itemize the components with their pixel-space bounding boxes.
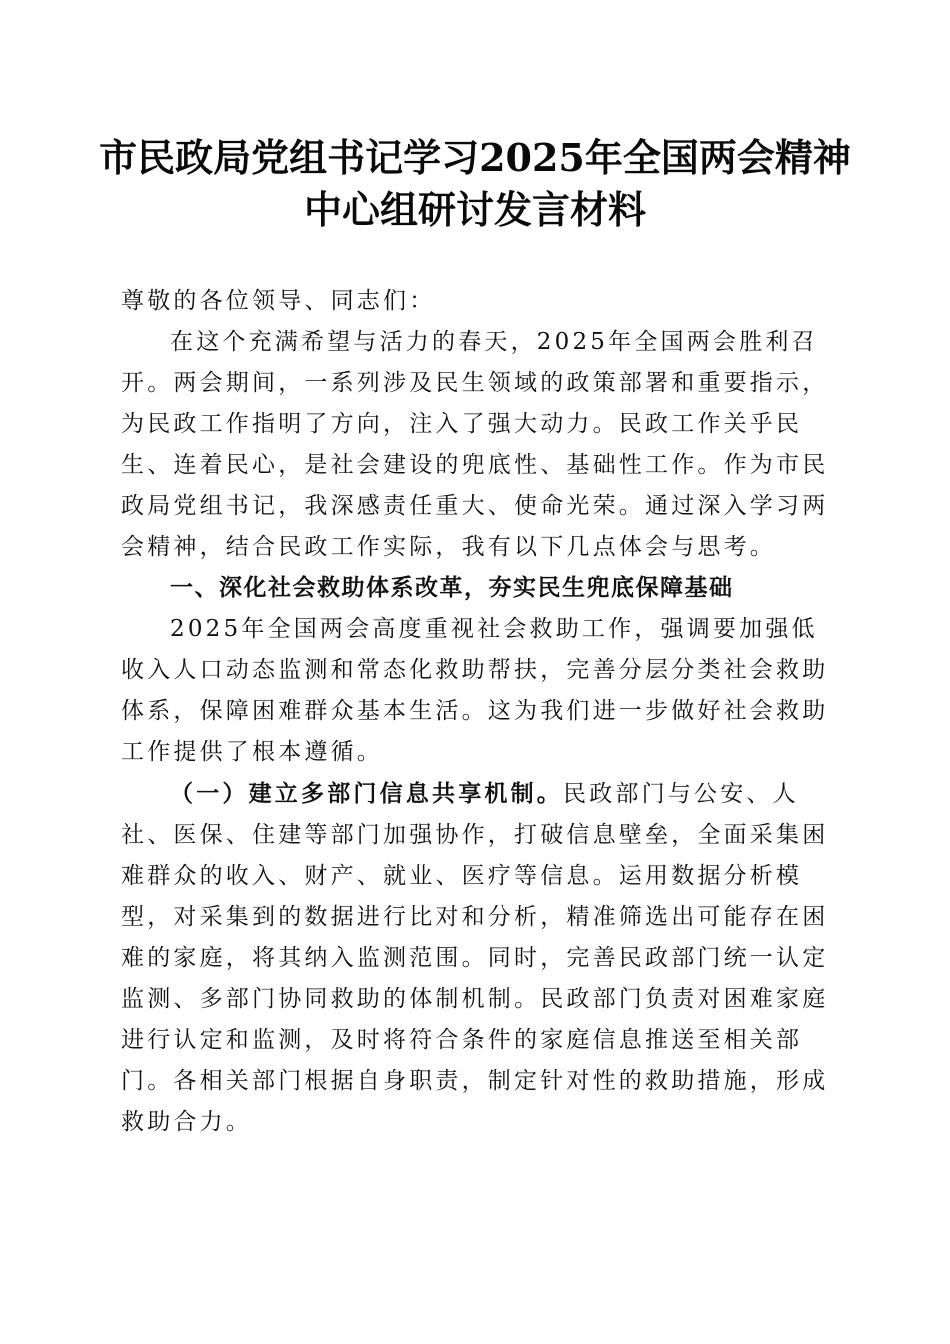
subsection-lead: （一）建立多部门信息共享机制。 <box>170 780 563 807</box>
salutation: 尊敬的各位领导、同志们： <box>121 288 436 314</box>
section-heading: 一、深化社会救助体系改革，夯实民生兜底保障基础 <box>170 575 734 601</box>
section-paragraph: 2025年全国两会高度重视社会救助工作，强调要加强低收入人口动态监测和常态化救助帮扶，完善分层分类社会救助体系，保障困难群众基本生活。这为我们进一步做好社会救助工作提供了根本遵循。 <box>121 616 829 765</box>
document-body <box>121 281 843 1143</box>
title-line-1: 市民政局党组书记学习2025年全国两会精神 <box>99 135 851 180</box>
document-title <box>60 132 890 236</box>
subsection-text: 民政部门与公安、人社、医保、住建等部门加强协作，打破信息壁垒，全面采集困难群众的收入、财产、就业、医疗等信息。运用数据分析模型，对采集到的数据进行比对和分析，精准筛选出可能存在困难的家庭，将其纳入监测范围。同时，完善民政部门统一认定监测、多部门协同救助的体制机制。民政部门负责对困难家庭进行认定和监测，及时将符合条件的家庭信息推送至相关部门。各相关部门根据自身职责，制定针对性的救助措施，形成救助合力。 <box>121 781 829 1135</box>
intro-paragraph: 在这个充满希望与活力的春天，2025年全国两会胜利召开。两会期间，一系列涉及民生领域的政策部署和重要指示，为民政工作指明了方向，注入了强大动力。民政工作关乎民生、连着民心，是社会建设的兜底性、基础性工作。作为市民政局党组书记，我深感责任重大、使命光荣。通过深入学习两会精神，结合民政工作实际，我有以下几点体会与思考。 <box>121 329 829 560</box>
subsection-paragraph <box>121 773 843 1143</box>
title-line-2: 中心组研讨发言材料 <box>303 187 646 232</box>
